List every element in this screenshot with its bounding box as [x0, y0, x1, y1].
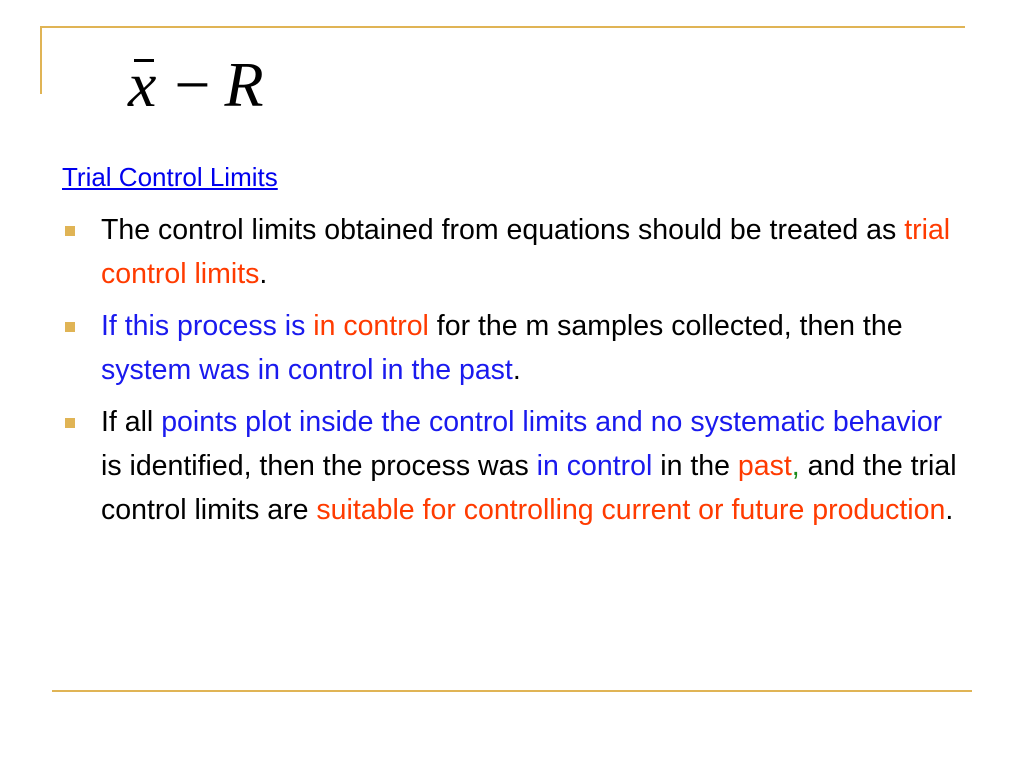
- title-x-bar: x: [128, 49, 157, 120]
- bullet-3-highlight-c: past: [737, 450, 792, 482]
- frame-left-line: [40, 26, 42, 94]
- bullet-2-highlight-a: in control: [313, 310, 429, 342]
- title-minus-sign: −: [174, 49, 211, 120]
- bullet-3-highlight-a: points plot inside the control limits and no systematic behavior: [161, 406, 943, 438]
- bullet-1-end: .: [259, 258, 268, 290]
- bullet-3-highlight-b: in control: [536, 450, 653, 482]
- bullet-item-3: [62, 400, 962, 532]
- bullet-2-text-b: for the m samples collected, then the: [428, 310, 903, 342]
- bullet-2-highlight-b: system was in control in the past: [101, 354, 513, 386]
- bullet-3-text-c: in the: [652, 450, 738, 482]
- square-bullet-icon: [65, 418, 75, 428]
- bullet-3-end: .: [945, 494, 954, 526]
- bullet-item-2: [62, 304, 962, 392]
- slide-title-formula: [128, 50, 264, 120]
- bullet-item-1: [62, 208, 962, 296]
- bullet-1-text: The control limits obtained from equations should be treated as: [101, 214, 905, 246]
- bullet-2-text-a: If this process is: [101, 310, 314, 342]
- bullet-3-text-d: and the trial control limits are: [101, 450, 957, 526]
- bullet-3-comma: ,: [791, 450, 800, 482]
- frame-bottom-line: [52, 690, 972, 692]
- square-bullet-icon: [65, 322, 75, 332]
- bullet-3-highlight-d: suitable for controlling current or future production: [316, 494, 946, 526]
- bullet-list: [62, 208, 962, 540]
- bullet-3-text-b: is identified, then the process was: [101, 450, 537, 482]
- subtitle-link[interactable]: Trial Control Limits: [62, 162, 278, 192]
- frame-top-line: [40, 26, 965, 28]
- title-r: R: [224, 49, 264, 120]
- bullet-2-end: .: [512, 354, 521, 386]
- square-bullet-icon: [65, 226, 75, 236]
- bullet-1-highlight: trial control limits: [101, 214, 951, 290]
- bullet-3-text-a: If all: [101, 406, 162, 438]
